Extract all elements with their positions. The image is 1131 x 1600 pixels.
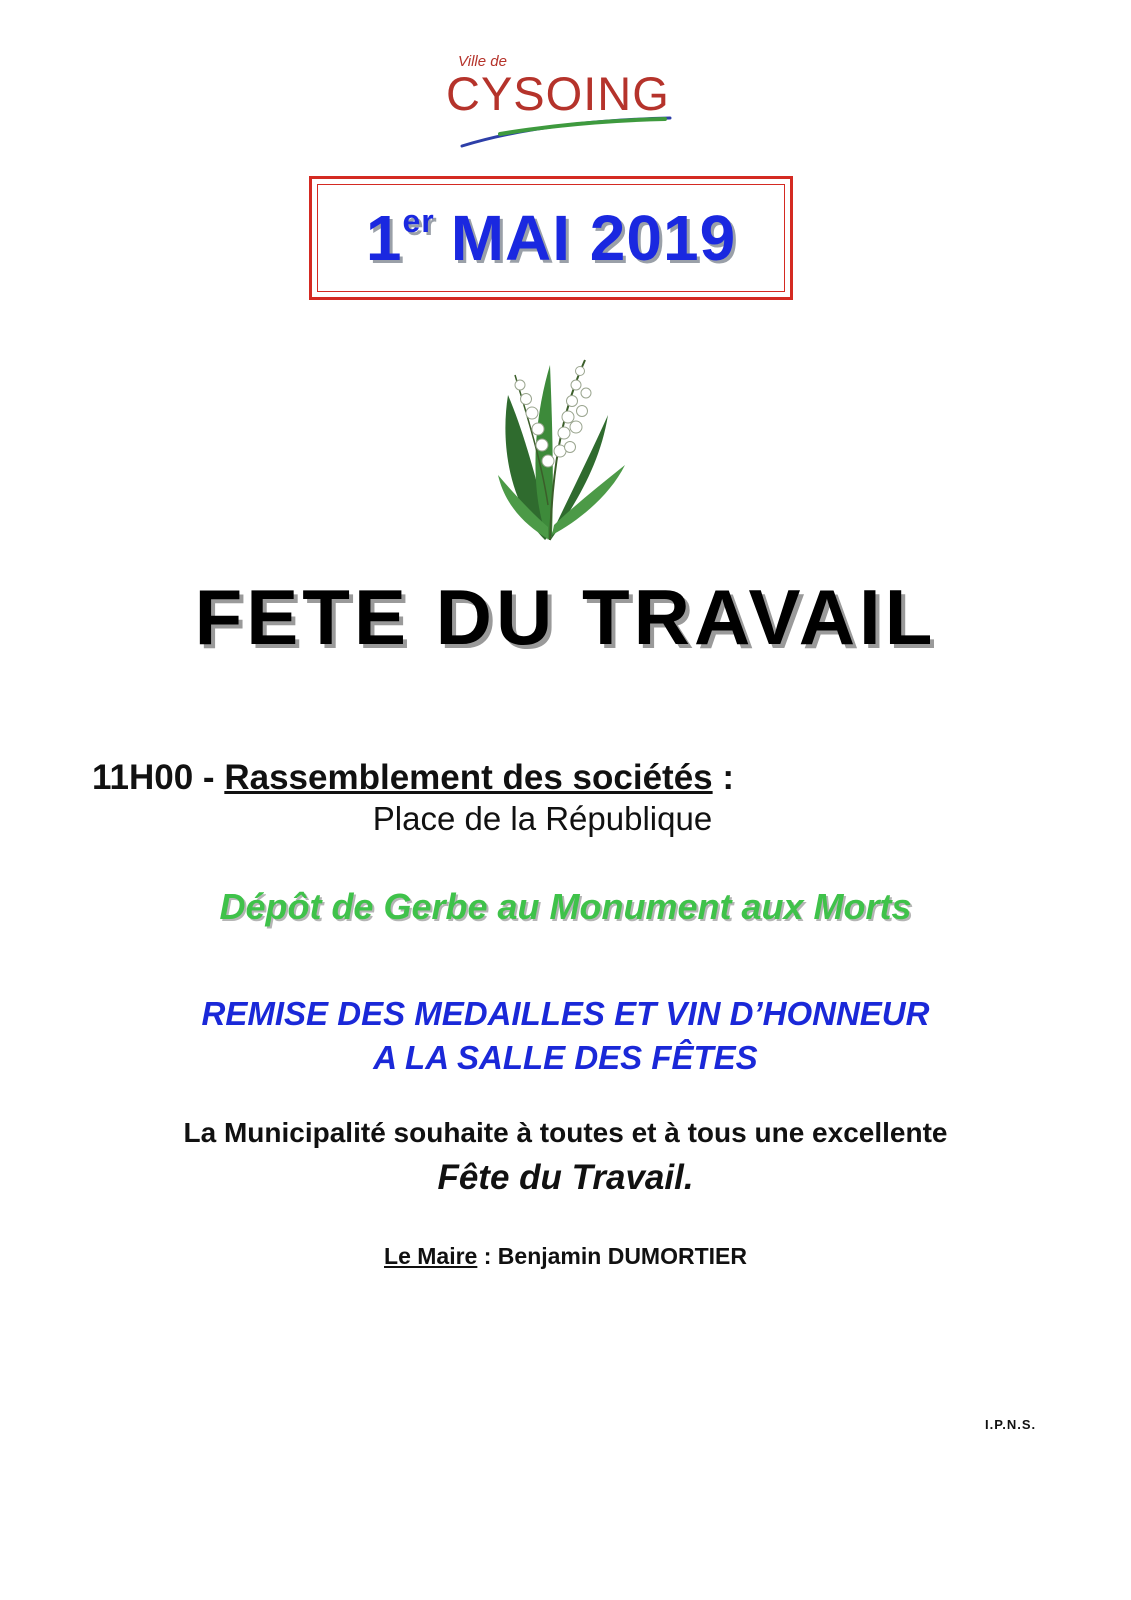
medal-ceremony-line-2: A LA SALLE DES FÊTES xyxy=(373,1039,758,1076)
city-logo xyxy=(440,48,690,158)
footer-ipns: I.P.N.S. xyxy=(985,1417,1037,1432)
page-title: FETE DU TRAVAIL xyxy=(194,573,937,661)
wreath-ceremony-text: Dépôt de Gerbe au Monument aux Morts xyxy=(219,886,912,927)
logo-city-name: CYSOING xyxy=(446,67,670,120)
signature-role: Le Maire xyxy=(384,1243,478,1269)
event-colon: : xyxy=(722,758,735,797)
signature-name: Benjamin DUMORTIER xyxy=(497,1243,747,1269)
logo-swoosh-icon xyxy=(440,114,680,154)
signature-separator: : xyxy=(483,1243,492,1269)
wish-line-2: Fête du Travail. xyxy=(437,1158,694,1197)
medal-ceremony-text xyxy=(0,992,1131,1080)
event-schedule-line xyxy=(92,758,734,798)
signature xyxy=(0,1243,1131,1270)
lily-of-the-valley-icon xyxy=(490,355,640,550)
wish-line-1: La Municipalité souhaite à toutes et à tous une excellente xyxy=(183,1117,948,1148)
date-frame xyxy=(309,176,793,300)
logo-prefix: Ville de xyxy=(458,53,507,70)
event-date: 1er MAI 2019 xyxy=(365,202,737,274)
event-time: 11H00 - xyxy=(92,758,215,797)
medal-ceremony-line-1: REMISE DES MEDAILLES ET VIN D’HONNEUR xyxy=(201,995,930,1032)
event-place: Place de la République xyxy=(372,800,713,837)
event-heading: Rassemblement des sociétés xyxy=(224,758,713,797)
